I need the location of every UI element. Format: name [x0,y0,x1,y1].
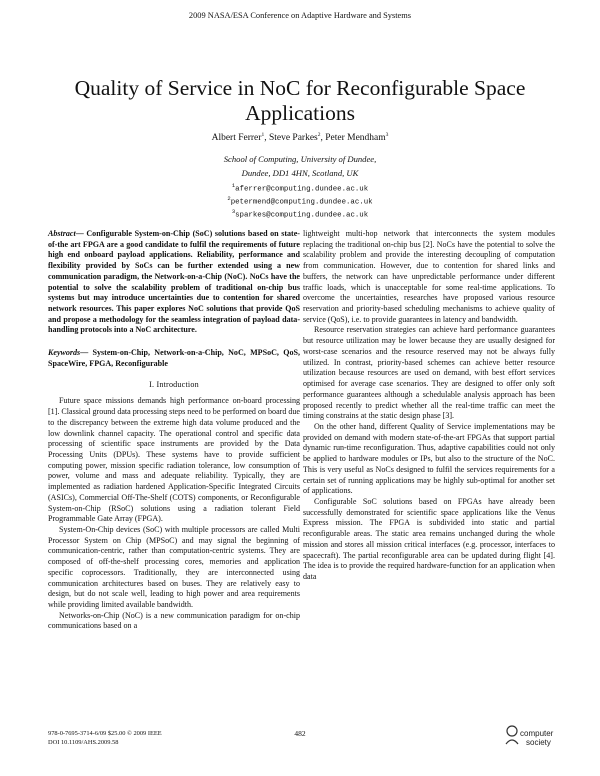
page-number: 482 [294,729,306,738]
affiliation-line: Dundee, DD1 4HN, Scotland, UK [241,167,359,178]
email-mark: 1 [231,182,236,189]
right-column [303,229,555,583]
abstract-text: Configurable System-on-Chip (SoC) solutions based on state-of-the art FPGA are a good candidate to fulfil the requirements of future high end onboard payload applications. Reliability, performance and flexibility provided by SoCs can be further extended using a new communication paradigm, the Network-on-a-Chip (NoC). NoCs have the potential to solve the scalability problem of traditional on-chip bus systems but may introduce uncertainties due to contention for shared network resources. This paper explores NoC solutions that provide QoS and propose a methodology for the seamless integration of payload data-handling protocols into a NoC architecture. [48,229,300,335]
logo-text: society [526,738,551,747]
body-paragraph: Resource reservation strategies can achieve hard performance guarantees but resource utilization may be lower because they are usually designed for worst-case scenarios and the resource reserved may not be always fully utilized. In contrast, priority-based schemes can achieve better resource utilization because resources are used on demand, with best effort services optimised for average case scenarios. They are designed to offer only soft performance guarantees although a schedulable analysis approach has been proposed recently to predict whether all the real-time traffic can meet the timing constrains at the static design phase [3]. [303,325,555,421]
paper-title: Quality of Service in NoC for Reconfigurable Space Applications [74,76,526,125]
author-mark: 3 [385,132,389,138]
body-paragraph: Configurable SoC solutions based on FPGAs have already been successfully demonstrated for scientific space applications like the Venus Express mission. The FPGA is subdivided into static and partial reconfigurable areas. The static area remains unchanged during the whole mission and stores all mission critical interfaces (e.g. processor, interfaces to spacecraft). The partial reconfigurable area can be updated during flight [4]. The idea is to provide the required hardware-function for an application when data [303,496,555,581]
body-paragraph: lightweight multi-hop network that interconnects the system modules replacing the traditional on-chip bus [2]. NoCs have the potential to solve the scalability problem and provide the interesting decoupling of computation from communication. However, due to contention for shared links and buffers, the network can have unpredictable performance under different traffic loads, which is unacceptable for some real-time applications. To overcome the uncertainties, researches have proposed various resource reservation and priority-based scheduling mechanisms to achieve quality of service (QoS), i.e. to provide guarantees in latency and bandwidth. [303,229,555,324]
conference-header: 2009 NASA/ESA Conference on Adaptive Hardware and Systems [188,11,412,20]
author-mark: 1 [261,132,265,138]
author-name: Steve Parkes [268,133,318,144]
body-paragraph: On the other hand, different Quality of Service implementations may be provided on demand with modern state-of-the-art FPGAs that support partial dynamic run-time reconfiguration. Thus, adaptive capabilities could not only be applied to hardware modules or IPs, but also to the structure of the NoC. This is very useful as NoCs designed to fulfil the services requirements for a certain set of running applications may be highly sub-optimal for another set of applications. [303,421,555,496]
abstract-label: Abstract— [48,229,84,238]
doi-line: DOI 10.1109/AHS.2009.58 [48,739,119,746]
keywords-text: System-on-Chip, Network-on-a-Chip, NoC, MPSoC, QoS, SpaceWire, FPGA, Reconfigurable [48,348,300,368]
email-address: sparkes@computing.dundee.ac.uk [235,211,369,220]
abstract [48,229,300,336]
email-line [0,182,600,193]
body-paragraph: Networks-on-Chip (NoC) is a new communication paradigm for on-chip communications based on a [48,610,300,631]
body-paragraph: Future space missions demands high performance on-board processing [1]. Classical ground data processing steps need to be performed on board due to the discrepancy between the extreme high data volume produced and the low downlink channel capacity. The operational control and specific data processing of scientific space instruments are provided by the Data Processing Units (DPUs). These systems have to provide sufficient computing power, mission specific radiation tolerance, low consumption of power, volume and mass and adequate reliability. Typically, they are implemented as radiation hardened Application-Specific Integrated Circuits (ASICs), Commercial Off-The-Shelf (COTS) components, or Reconfigurable System-on-Chip (RSoC) solutions using a radiation tolerant Field Programmable Gate Array (FPGA). [48,396,300,524]
affiliation-line: School of Computing, University of Dundee, [223,154,377,164]
affiliation [0,153,600,180]
body-paragraph: System-On-Chip devices (SoC) with multiple processors are called Multi Processor System on Chip (MPSoC) and may signal the beginning of communication-centric, rather than computation-centric systems. They are composed of off-the-shelf processing cores, memories and application specific coprocessors. Traditionally, they are interconnected using communication architectures based on buses. They are relatively easy to design, but do not scale well, leading to high power and area requirements while providing limited available bandwidth. [48,524,300,609]
isbn-line: 978-0-7695-3714-6/09 $25.00 © 2009 IEEE [48,730,162,737]
email-mark: 3 [231,208,236,215]
computer-society-logo [496,722,560,752]
society-emblem-icon [502,724,522,746]
email-mark: 2 [227,195,231,202]
email-line [0,195,600,206]
author-name: Albert Ferrer [211,133,262,144]
email-address: petermend@computing.dundee.ac.uk [230,198,373,207]
keywords-label: Keywords— [48,348,89,358]
author-name: Peter Mendham [325,133,386,144]
email-address: aferrer@computing.dundee.ac.uk [235,185,369,194]
logo-text: computer [520,729,554,738]
section-heading: I. Introduction [149,379,199,389]
author-mark: 2 [317,132,321,138]
email-line [0,208,600,219]
left-column [48,229,300,632]
keywords [48,348,300,369]
author-list: Albert Ferrer$^1$, Steve Parkes$^2$, Peter Mendham$^3$ [211,132,389,144]
